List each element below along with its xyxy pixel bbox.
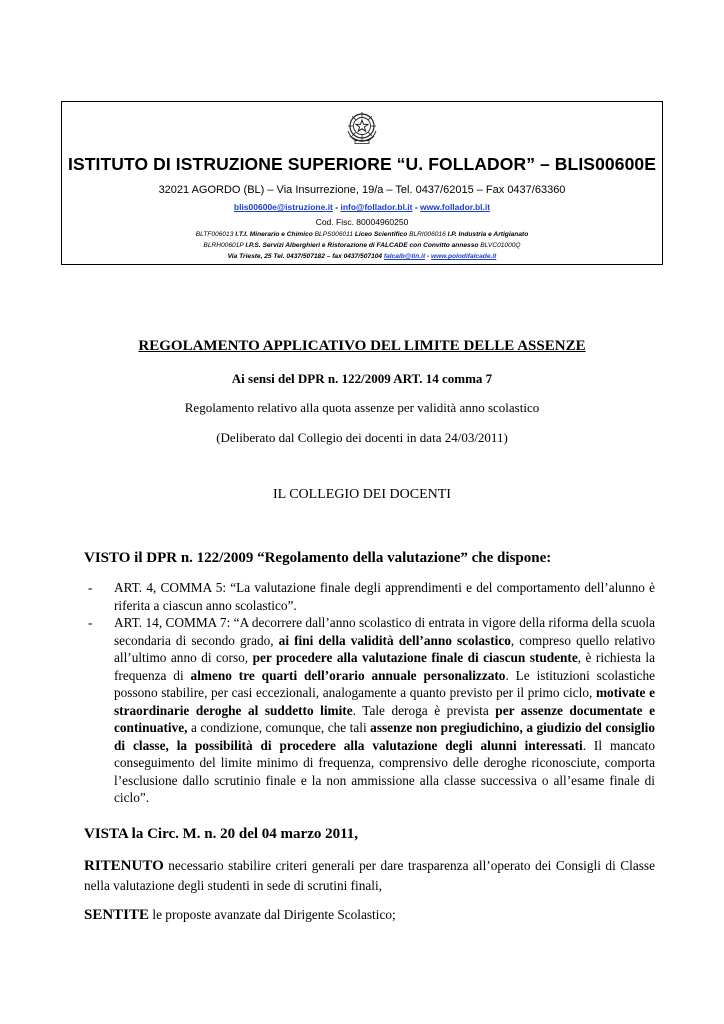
schools-line-2 [62, 242, 662, 249]
tax-code: Cod. Fisc. 80004960250 [315, 217, 409, 227]
istruzione-email-link[interactable]: blis00600e@istruzione.it [233, 202, 333, 212]
contact-separator: - [425, 253, 432, 260]
schools-line-3 [62, 253, 662, 260]
contact-separator: - [332, 202, 341, 212]
falcade-contacts: Via Trieste, 25 Tel. 0437/507182 – fax 0437/507104 [227, 253, 383, 260]
info-email-link[interactable]: info@follador.bl.it [340, 202, 413, 212]
schools-line-1 [62, 231, 662, 238]
falcade-website-link[interactable]: www.polodifalcade.it [431, 253, 497, 260]
art14-text: ART. 14, COMMA 7: “A decorrere dall’anno scolastico di entrata in vigore della riforma della scuola secondaria di secondo grado, [114, 615, 655, 648]
ritenuto-paragraph [84, 856, 655, 895]
art14-text: , è richiesta la frequenza di [114, 650, 655, 683]
ritenuto-text: necessario stabilire criteri generali per dare trasparenza all’operato dei Consigli di Classe nella valutazione degli studenti in sede di scrutini finali, [84, 858, 655, 893]
school-code: BLTF006013 [195, 231, 234, 238]
contact-links [62, 202, 662, 212]
article-list [84, 579, 655, 807]
letterhead [61, 101, 663, 265]
school-name-item: I.P. Industria e Artigianato [447, 231, 529, 238]
art14-text: , compreso quello relativo all’ultimo anno di corso, [114, 632, 655, 665]
body-heading: IL COLLEGIO DEI DOCENTI [273, 487, 451, 502]
regulation-legal-basis: Ai sensi del DPR n. 122/2009 ART. 14 comma 7 [231, 371, 493, 386]
art14-text: . Tale deroga è prevista [352, 702, 496, 718]
school-name-item: Liceo Scientifico [354, 231, 408, 238]
regulation-title: REGOLAMENTO APPLICATIVO DEL LIMITE DELLE ASSENZE [138, 338, 586, 354]
school-code: BLPS006011 [314, 231, 354, 238]
italian-republic-emblem-icon [345, 109, 379, 145]
bullet-dash: - [88, 615, 93, 630]
school-name: ISTITUTO DI ISTRUZIONE SUPERIORE “U. FOLLADOR” – BLIS00600E [67, 154, 657, 174]
art14-text: a condizione, comunque, che tali [187, 720, 371, 735]
list-item-art14 [84, 614, 655, 807]
website-link[interactable]: www.follador.bl.it [420, 202, 491, 212]
sentite-keyword: SENTITE [84, 907, 150, 923]
bullet-dash: - [88, 580, 93, 595]
falcade-email-link[interactable]: falcalb@tin.it [383, 253, 426, 260]
art14-emphasis: motivate e straordinarie deroghe al suddetto limite [114, 685, 655, 718]
art14-text: . Il mancato conseguimento del limite minimo di frequenza, comprensivo delle deroghe riconosciute, comporta l’esclusione dallo scrutinio finale e la non ammissione alla classe successiva o all’esame finale di ciclo”. [114, 737, 655, 805]
school-name-item: I.T.I. Minerario e Chimico [235, 231, 313, 238]
school-code: BLRH00601P [203, 242, 244, 249]
school-code: BLRI006016 [409, 231, 446, 238]
sentite-paragraph [84, 907, 396, 924]
vista-paragraph: VISTA la Circ. M. n. 20 del 04 marzo 2011, [84, 826, 359, 842]
art14-text: . Le istituzioni scolastiche possono stabilire, per casi eccezionali, analogamente a quanto previsto per il primo ciclo, [114, 667, 655, 700]
art14-emphasis: assenze non pregiudichino, a giudizio del consiglio di classe, la possibilità di procedere alla valutazione degli alunni interessati [114, 720, 655, 753]
school-code: BLVC01000Q [480, 242, 521, 249]
list-item-art4 [84, 579, 655, 614]
school-address: 32021 AGORDO (BL) – Via Insurrezione, 19/a – Tel. 0437/62015 – Fax 0437/63360 [158, 184, 566, 196]
deliberation-date: (Deliberato dal Collegio dei docenti in data 24/03/2011) [216, 430, 508, 445]
art14-emphasis: per assenze documentate e continuative, [114, 702, 655, 735]
art4-text: ART. 4, COMMA 5: “La valutazione finale degli apprendimenti e del comportamento dell’alunno è riferita a ciascun anno scolastico”. [114, 580, 655, 613]
art14-emphasis: almeno tre quarti dell’orario annuale personalizzato [190, 667, 506, 683]
sentite-text: le proposte avanzate dal Dirigente Scolastico; [149, 907, 396, 922]
art14-emphasis: per procedere alla valutazione finale di ciascun studente [252, 650, 578, 665]
art14-emphasis: ai fini della validità dell’anno scolastico [278, 632, 511, 648]
school-name-item: I.P.S. Servizi Alberghieri e Ristorazione di FALCADE [245, 242, 408, 249]
boarding-note: con Convitto annesso [409, 242, 479, 249]
regulation-description: Regolamento relativo alla quota assenze per validità anno scolastico [184, 400, 540, 415]
contact-separator: - [412, 202, 421, 212]
visto-heading: VISTO il DPR n. 122/2009 “Regolamento della valutazione” che dispone: [84, 550, 552, 566]
ritenuto-keyword: RITENUTO [84, 858, 164, 874]
